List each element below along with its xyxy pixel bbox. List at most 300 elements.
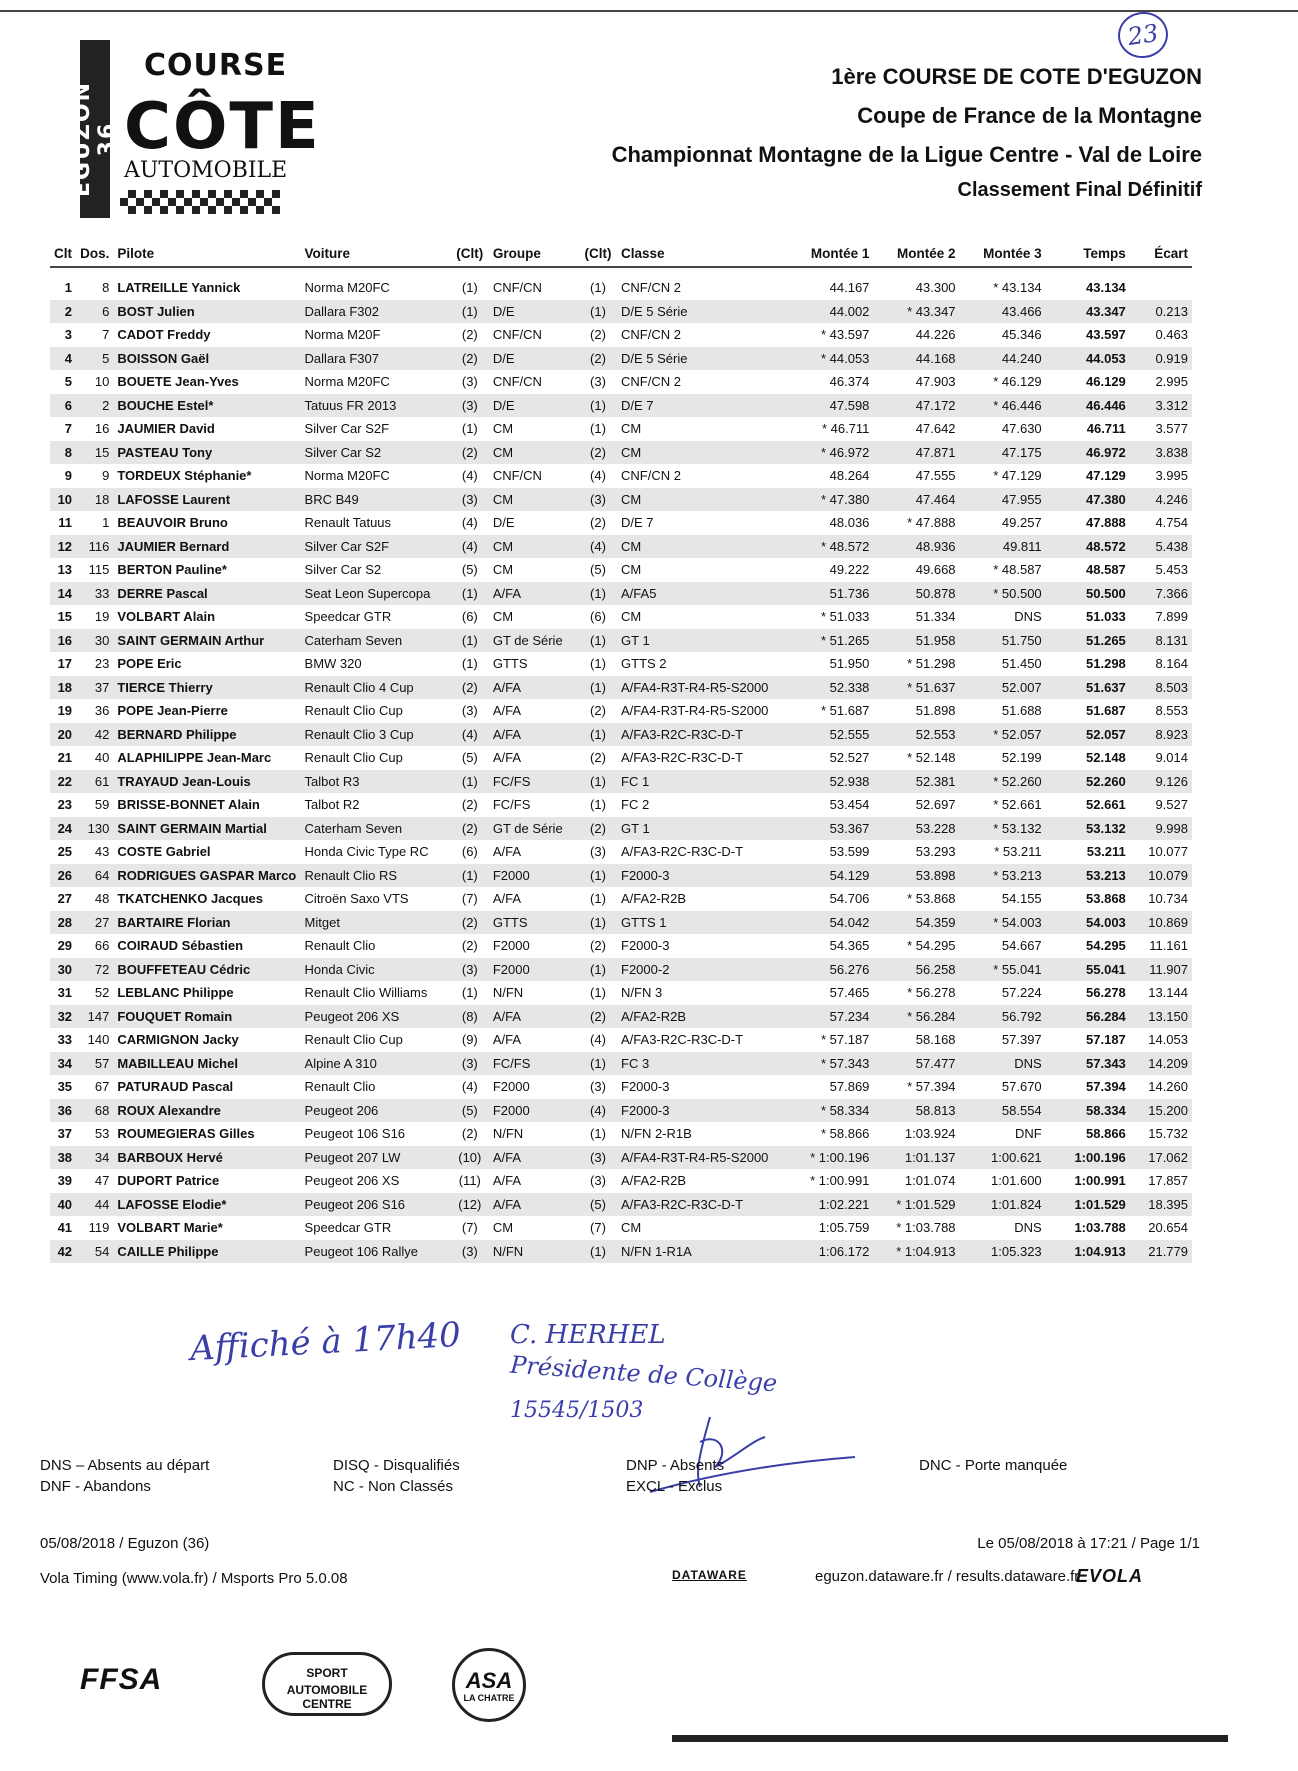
col-montee-3-cell: 57.397 — [1001, 1032, 1042, 1048]
col-montee-2-cell: 47.642 — [915, 421, 956, 437]
col-ecart-cell: 8.164 — [1155, 656, 1188, 672]
col-clt-cell: 6 — [50, 394, 76, 418]
col-montee-1-cell: 1:05.759 — [818, 1220, 870, 1236]
col-temps-cell: 46.129 — [1086, 374, 1126, 390]
col-montee-3-cell: 57.670 — [1001, 1079, 1042, 1095]
col-montee-3-cell: 47.955 — [960, 488, 1046, 512]
col-montee-3-cell: * 53.132 — [960, 817, 1046, 841]
col-clt-cell: 16 — [50, 629, 76, 653]
col-groupe-cell: CNF/CN — [492, 280, 542, 296]
col-class-rank-cell: (5) — [579, 1193, 617, 1217]
col-voiture-cell: Renault Clio Williams — [304, 985, 428, 1001]
col-group-rank-cell: (6) — [461, 609, 478, 625]
col-montee-2-cell: 53.898 — [873, 864, 959, 888]
col-montee-3-cell: 49.257 — [1001, 515, 1042, 531]
col-classe-cell: CM — [617, 441, 779, 465]
col-montee-3-cell: 43.466 — [960, 300, 1046, 324]
col-clt-cell: 17 — [57, 656, 73, 672]
col-group-rank-cell: (2) — [451, 441, 489, 465]
col-temps-cell: 1:01.529 — [1046, 1193, 1130, 1217]
col-temps-cell: 1:04.913 — [1046, 1240, 1130, 1264]
col-pilote-cell: VOLBART Marie* — [117, 1220, 223, 1236]
col-temps-cell: 43.597 — [1086, 327, 1126, 343]
col-pilote-cell: SAINT GERMAIN Arthur — [113, 629, 300, 653]
col-pilote-cell: POPE Jean-Pierre — [117, 703, 228, 719]
col-classe-cell: FC 2 — [621, 797, 650, 813]
col-voiture-cell: Renault Clio — [304, 938, 376, 954]
col-group-rank-cell: (1) — [461, 421, 478, 437]
col-ecart-cell: 13.150 — [1130, 1005, 1192, 1029]
col-temps-cell: 43.347 — [1046, 300, 1130, 324]
col-dos-cell: 66 — [94, 938, 110, 954]
col-pilote-cell: TRAYAUD Jean-Louis — [113, 770, 300, 794]
sport-automobile-centre-logo — [262, 1652, 392, 1716]
col-class-rank-cell: (2) — [590, 750, 606, 766]
col-voiture-cell: Alpine A 310 — [301, 1052, 451, 1076]
col-ecart-cell: 2.995 — [1155, 374, 1188, 390]
col-class-rank-cell: (1) — [579, 864, 617, 888]
col-classe-cell: D/E 7 — [617, 394, 779, 418]
col-montee-3-cell: 1:01.600 — [991, 1173, 1042, 1189]
col-clt-cell: 3 — [64, 327, 73, 343]
col-dos-header: Dos. — [76, 240, 113, 267]
col-class-rank-cell: (1) — [590, 985, 606, 1001]
col-clt-cell: 31 — [57, 985, 73, 1001]
col-montee-1-cell: 47.598 — [779, 394, 873, 418]
col-montee-3-cell: DNS — [1014, 1220, 1042, 1236]
col-temps-cell: 57.187 — [1086, 1032, 1126, 1048]
col-group-rank-cell: (2) — [461, 938, 478, 954]
col-pilote-cell: CARMIGNON Jacky — [117, 1032, 239, 1048]
col-pilote-cell: TORDEUX Stéphanie* — [117, 468, 252, 484]
col-montee-3-cell: * 48.587 — [993, 562, 1042, 578]
table-row — [50, 911, 1192, 935]
col-dos-cell: 34 — [76, 1146, 113, 1170]
col-clt-cell: 36 — [50, 1099, 76, 1123]
col-clt-cell: 40 — [50, 1193, 76, 1217]
col-voiture-cell: Peugeot 206 XS — [301, 1005, 451, 1029]
col-montee-2-cell: 47.172 — [873, 394, 959, 418]
col-classe-cell: CNF/CN 2 — [621, 374, 681, 390]
col-montee-3-cell: 58.554 — [960, 1099, 1046, 1123]
col-pilote-cell: BOST Julien — [113, 300, 300, 324]
col-dos-cell: 23 — [94, 656, 110, 672]
col-group-rank-cell: (8) — [451, 1005, 489, 1029]
col-class-rank-cell: (1) — [590, 891, 606, 907]
col-class-rank-cell: (1) — [590, 280, 606, 296]
col-montee-1-cell: * 51.033 — [820, 609, 870, 625]
table-spacer-cell — [50, 267, 1192, 276]
col-classe-cell: F2000-3 — [617, 1099, 779, 1123]
col-group-rank-cell: (5) — [461, 750, 478, 766]
col-montee-1-cell: * 57.343 — [779, 1052, 873, 1076]
col-voiture-cell: Renault Clio RS — [301, 864, 451, 888]
col-groupe-cell: CNF/CN — [492, 327, 542, 343]
col-groupe-cell: D/E — [489, 347, 579, 371]
col-class-rank-cell: (2) — [590, 938, 606, 954]
col-class-rank-cell: (7) — [590, 1220, 606, 1236]
col-clt-cell: 4 — [50, 347, 76, 371]
col-dos-cell: 1 — [102, 515, 110, 531]
col-pilote-cell: ROUX Alexandre — [113, 1099, 300, 1123]
col-class-rank-cell: (3) — [579, 1146, 617, 1170]
col-ecart-cell: 8.553 — [1155, 703, 1188, 719]
col-classe-cell: A/FA4-R3T-R4-R5-S2000 — [617, 1146, 779, 1170]
col-montee-2-cell: 53.228 — [873, 817, 959, 841]
col-pilote-cell: JAUMIER Bernard — [113, 535, 300, 559]
col-class-rank-cell: (2) — [590, 515, 606, 531]
col-groupe-cell: FC/FS — [489, 1052, 579, 1076]
col-group-rank-cell: (1) — [461, 985, 478, 1001]
col-pilote-cell: BEAUVOIR Bruno — [117, 515, 228, 531]
col-ecart-cell: 8.923 — [1130, 723, 1192, 747]
col-montee-3-cell: * 46.129 — [993, 374, 1042, 390]
col-class-rank-cell: (1) — [590, 1126, 606, 1142]
col-voiture-cell: Talbot R3 — [301, 770, 451, 794]
table-row — [50, 441, 1192, 465]
col-groupe-cell: A/FA — [492, 703, 522, 719]
col-group-rank-cell: (2) — [451, 911, 489, 935]
table-row — [50, 1240, 1192, 1264]
col-montee-1-cell: 57.234 — [779, 1005, 873, 1029]
col-pilote-cell: VOLBART Alain — [117, 609, 216, 625]
col-group-rank-cell: (7) — [461, 1220, 478, 1236]
col-montee-3-cell: 47.175 — [960, 441, 1046, 465]
col-dos-cell: 16 — [94, 421, 110, 437]
col-class-rank-cell: (2) — [579, 441, 617, 465]
col-dos-cell: 5 — [76, 347, 113, 371]
col-pilote-cell: BARBOUX Hervé — [113, 1146, 300, 1170]
col-group-rank-cell: (3) — [461, 703, 478, 719]
col-group-rank-cell: (7) — [461, 891, 478, 907]
col-voiture-cell: Renault Clio Cup — [304, 703, 403, 719]
col-ecart-cell: 20.654 — [1148, 1220, 1188, 1236]
col-montee-3-cell: * 55.041 — [960, 958, 1046, 982]
col-dos-cell: 44 — [76, 1193, 113, 1217]
col-class-rank-cell: (2) — [579, 817, 617, 841]
col-group-rank-cell: (10) — [451, 1146, 489, 1170]
col-clt-cell: 32 — [50, 1005, 76, 1029]
col-groupe-cell: CM — [489, 441, 579, 465]
col-groupe-cell: D/E — [489, 394, 579, 418]
col-montee-2-cell: * 56.284 — [873, 1005, 959, 1029]
col-ecart-cell: 9.998 — [1130, 817, 1192, 841]
col-voiture-cell: Norma M20FC — [304, 374, 390, 390]
col-classe-cell: CM — [621, 1220, 642, 1236]
page-number-stamp: 23 — [1115, 9, 1171, 62]
col-clt-cell: 27 — [57, 891, 73, 907]
col-montee-2-cell: 43.300 — [915, 280, 956, 296]
legend-dnf: DNF - Abandons — [40, 1478, 151, 1495]
col-voiture-cell: Tatuus FR 2013 — [301, 394, 451, 418]
col-class-rank-cell: (6) — [590, 609, 606, 625]
footer-links: eguzon.dataware.fr / results.dataware.fr — [815, 1568, 1080, 1585]
table-row — [50, 840, 1192, 864]
table-row — [50, 817, 1192, 841]
col-dos-cell: 6 — [76, 300, 113, 324]
col-pilote-cell: BRISSE-BONNET Alain — [117, 797, 260, 813]
col-group-rank-cell: (6) — [461, 844, 478, 860]
col-montee-1-cell: * 51.265 — [779, 629, 873, 653]
col-pilote-cell: LATREILLE Yannick — [117, 280, 241, 296]
col-pilote-cell: MABILLEAU Michel — [113, 1052, 300, 1076]
col-class-rank-cell: (3) — [579, 488, 617, 512]
col-classe-cell: CM — [617, 535, 779, 559]
signer-licence-handwriting: 15545/1503 — [510, 1398, 644, 1423]
asa-la-chatre-logo — [452, 1648, 526, 1722]
col-temps-cell: 53.211 — [1086, 844, 1126, 860]
col-montee-1-cell: 51.950 — [829, 656, 870, 672]
col-clt-cell: 33 — [57, 1032, 73, 1048]
col-ecart-cell: 14.053 — [1148, 1032, 1188, 1048]
col-groupe-cell: GTTS — [489, 911, 579, 935]
col-dos-cell: 72 — [76, 958, 113, 982]
col-temps-cell: 43.134 — [1086, 280, 1126, 296]
col-class-rank-cell: (1) — [590, 421, 606, 437]
col-classe-cell: A/FA4-R3T-R4-R5-S2000 — [617, 676, 779, 700]
col-class-rank-cell: (3) — [590, 1173, 606, 1189]
col-classe-cell: GT 1 — [617, 817, 779, 841]
col-groupe-cell: CM — [489, 488, 579, 512]
col-clt-cell: 38 — [50, 1146, 76, 1170]
table-row — [50, 723, 1192, 747]
col-temps-cell: 47.380 — [1046, 488, 1130, 512]
col-class-rank-cell: (1) — [579, 911, 617, 935]
col-ecart-cell: 18.395 — [1130, 1193, 1192, 1217]
col-pilote-cell: DUPORT Patrice — [117, 1173, 220, 1189]
col-classe-header: Classe — [617, 240, 779, 267]
col-clt-cell: 39 — [57, 1173, 73, 1189]
table-row — [50, 558, 1192, 582]
col-voiture-cell: Peugeot 206 S16 — [301, 1193, 451, 1217]
col-voiture-cell: BMW 320 — [304, 656, 362, 672]
col-groupe-cell: CM — [492, 609, 514, 625]
col-montee-1-cell: 48.036 — [829, 515, 870, 531]
col-groupe-cell: A/FA — [489, 582, 579, 606]
col-groupe-cell: N/FN — [492, 985, 524, 1001]
col-classe-cell: N/FN 2-R1B — [621, 1126, 692, 1142]
col-clt-cell: 10 — [50, 488, 76, 512]
col-voiture-cell: Norma M20FC — [304, 468, 390, 484]
col-ecart-cell: 4.754 — [1155, 515, 1188, 531]
col-groupe-cell: N/FN — [492, 1126, 524, 1142]
col-clt-cell: 9 — [64, 468, 73, 484]
sport-logo-line-3: CENTRE — [302, 1697, 352, 1711]
col-temps-cell: 52.057 — [1046, 723, 1130, 747]
col-class-rank-cell: (1) — [579, 1240, 617, 1264]
col-dos-cell: 119 — [88, 1220, 110, 1236]
col-class-rank-cell: (1) — [590, 656, 606, 672]
col-clt-cell: 26 — [50, 864, 76, 888]
col-voiture-cell: Dallara F307 — [301, 347, 451, 371]
col-montee-1-cell: 54.365 — [829, 938, 870, 954]
col-temps-cell: 48.587 — [1086, 562, 1126, 578]
col-dos-cell: 2 — [76, 394, 113, 418]
col-montee-3-cell: 1:01.824 — [960, 1193, 1046, 1217]
col-dos-cell: 30 — [76, 629, 113, 653]
col-classe-cell: GTTS 2 — [621, 656, 667, 672]
col-montee-1-cell: 44.167 — [829, 280, 870, 296]
col-groupe-cell: GT de Série — [489, 629, 579, 653]
col-ecart-header: Écart — [1130, 240, 1192, 267]
col-temps-cell: 58.866 — [1086, 1126, 1126, 1142]
col-dos-cell: 140 — [87, 1032, 110, 1048]
col-group-rank-header: (Clt) — [451, 240, 489, 267]
col-clt-header: Clt — [50, 240, 76, 267]
col-group-rank-cell: (1) — [461, 280, 478, 296]
table-row — [50, 1146, 1192, 1170]
col-groupe-cell: A/FA — [489, 723, 579, 747]
col-class-rank-cell: (4) — [590, 468, 606, 484]
col-montee-1-cell: 51.736 — [779, 582, 873, 606]
col-montee-2-cell: 54.359 — [873, 911, 959, 935]
col-group-rank-cell: (12) — [451, 1193, 489, 1217]
cup-title: Coupe de France de la Montagne — [857, 103, 1202, 128]
col-clt-cell: 7 — [64, 421, 73, 437]
col-group-rank-cell: (5) — [461, 562, 478, 578]
logo-line-course: COURSE — [144, 48, 288, 83]
table-row — [50, 511, 1192, 535]
col-groupe-cell: A/FA — [489, 1146, 579, 1170]
col-classe-cell: F2000-3 — [617, 864, 779, 888]
col-groupe-cell: CM — [489, 535, 579, 559]
col-classe-cell: CNF/CN 2 — [621, 327, 681, 343]
col-montee-3-cell: * 50.500 — [960, 582, 1046, 606]
col-ecart-cell: 11.161 — [1149, 938, 1188, 954]
col-pilote-cell: DERRE Pascal — [113, 582, 300, 606]
col-pilote-cell: LAFOSSE Laurent — [113, 488, 300, 512]
col-classe-cell: A/FA2-R2B — [621, 1173, 687, 1189]
col-classe-cell: FC 3 — [617, 1052, 779, 1076]
logo-line-cote: CÔTE — [124, 90, 321, 164]
table-row — [50, 1028, 1192, 1052]
col-ecart-cell: 3.312 — [1130, 394, 1192, 418]
col-montee-1-cell: 48.264 — [829, 468, 870, 484]
col-montee-2-cell: * 56.278 — [907, 985, 956, 1001]
col-classe-cell: FC 1 — [617, 770, 779, 794]
col-montee-3-cell: DNS — [1014, 609, 1042, 625]
footer-software: Vola Timing (www.vola.fr) / Msports Pro 5.0.08 — [40, 1570, 348, 1587]
col-clt-cell: 37 — [57, 1126, 73, 1142]
col-classe-cell: D/E 7 — [621, 515, 654, 531]
col-voiture-cell: Honda Civic — [301, 958, 451, 982]
col-montee-2-cell: * 54.295 — [907, 938, 956, 954]
col-dos-cell: 54 — [76, 1240, 113, 1264]
col-group-rank-cell: (4) — [461, 1079, 478, 1095]
col-montee-2-cell: * 57.394 — [907, 1079, 956, 1095]
col-pilote-cell: CADOT Freddy — [117, 327, 211, 343]
col-group-rank-cell: (4) — [461, 515, 478, 531]
col-temps-cell: 47.129 — [1086, 468, 1126, 484]
table-row — [50, 605, 1192, 629]
col-groupe-cell: A/FA — [492, 844, 522, 860]
table-row — [50, 934, 1192, 958]
col-dos-cell: 40 — [94, 750, 110, 766]
col-temps-cell: 51.033 — [1086, 609, 1126, 625]
col-ecart-cell: 10.077 — [1148, 844, 1188, 860]
col-class-rank-cell: (1) — [579, 723, 617, 747]
col-dos-cell: 36 — [94, 703, 110, 719]
col-groupe-cell: CNF/CN — [492, 374, 542, 390]
col-montee-1-cell: * 46.711 — [821, 421, 870, 437]
col-dos-cell: 42 — [76, 723, 113, 747]
col-groupe-cell: D/E — [492, 515, 515, 531]
table-row — [50, 981, 1192, 1005]
col-dos-cell: 147 — [76, 1005, 113, 1029]
col-class-rank-cell: (4) — [590, 1032, 606, 1048]
dataware-logo: DATAWARE — [672, 1568, 747, 1582]
col-montee-1-cell: 52.338 — [779, 676, 873, 700]
col-group-rank-cell: (2) — [451, 347, 489, 371]
col-montee-1-cell: 52.555 — [779, 723, 873, 747]
col-pilote-cell: JAUMIER David — [117, 421, 215, 437]
col-pilote-cell: BOUCHE Estel* — [113, 394, 300, 418]
col-montee-2-cell: 44.168 — [873, 347, 959, 371]
col-dos-cell: 67 — [94, 1079, 110, 1095]
col-group-rank-cell: (3) — [451, 394, 489, 418]
col-groupe-cell: A/FA — [492, 891, 522, 907]
table-row — [50, 887, 1192, 911]
col-temps-cell: 54.295 — [1086, 938, 1126, 954]
event-title: 1ère COURSE DE COTE D'EGUZON — [831, 64, 1202, 89]
col-temps-cell: 53.213 — [1046, 864, 1130, 888]
col-group-rank-cell: (3) — [451, 1052, 489, 1076]
col-pilote-cell: COSTE Gabriel — [117, 844, 211, 860]
col-montee-3-cell: DNF — [1014, 1126, 1042, 1142]
col-groupe-cell: CM — [492, 562, 514, 578]
col-group-rank-cell: (1) — [451, 300, 489, 324]
col-dos-cell: 33 — [76, 582, 113, 606]
col-montee-3-cell: * 43.134 — [993, 280, 1042, 296]
col-groupe-cell: A/FA — [489, 676, 579, 700]
col-groupe-cell: A/FA — [492, 1032, 522, 1048]
col-montee-2-cell: 56.258 — [873, 958, 959, 982]
col-class-rank-cell: (2) — [590, 703, 606, 719]
col-groupe-cell: A/FA — [492, 1173, 522, 1189]
table-body — [50, 267, 1192, 1263]
col-voiture-cell: Dallara F302 — [301, 300, 451, 324]
col-classe-cell: A/FA2-R2B — [617, 1005, 779, 1029]
col-dos-cell: 47 — [94, 1173, 110, 1189]
col-temps-cell: 58.334 — [1046, 1099, 1130, 1123]
col-pilote-cell: BERNARD Philippe — [113, 723, 300, 747]
col-classe-cell: CNF/CN 2 — [621, 468, 681, 484]
col-voiture-cell: Peugeot 206 XS — [304, 1173, 400, 1189]
col-class-rank-cell: (2) — [579, 347, 617, 371]
col-clt-cell: 29 — [57, 938, 73, 954]
col-ecart-cell: 3.838 — [1130, 441, 1192, 465]
col-groupe-cell: FC/FS — [492, 797, 531, 813]
col-montee-3-cell: 51.750 — [960, 629, 1046, 653]
col-pilote-cell: ROUMEGIERAS Gilles — [117, 1126, 255, 1142]
col-clt-cell: 42 — [50, 1240, 76, 1264]
col-clt-cell: 30 — [50, 958, 76, 982]
table-row — [50, 488, 1192, 512]
col-temps-cell: 55.041 — [1046, 958, 1130, 982]
col-voiture-cell: Speedcar GTR — [304, 609, 392, 625]
col-temps-cell: 57.394 — [1086, 1079, 1126, 1095]
col-dos-cell: 130 — [76, 817, 113, 841]
table-row — [50, 300, 1192, 324]
col-dos-cell: 37 — [76, 676, 113, 700]
col-ecart-cell: 15.732 — [1148, 1126, 1188, 1142]
col-voiture-cell: Silver Car S2 — [304, 562, 382, 578]
col-voiture-cell: Silver Car S2 — [301, 441, 451, 465]
col-groupe-header: Groupe — [489, 240, 579, 267]
table-row — [50, 629, 1192, 653]
col-classe-cell: F2000-3 — [621, 1079, 670, 1095]
col-groupe-cell: F2000 — [489, 958, 579, 982]
